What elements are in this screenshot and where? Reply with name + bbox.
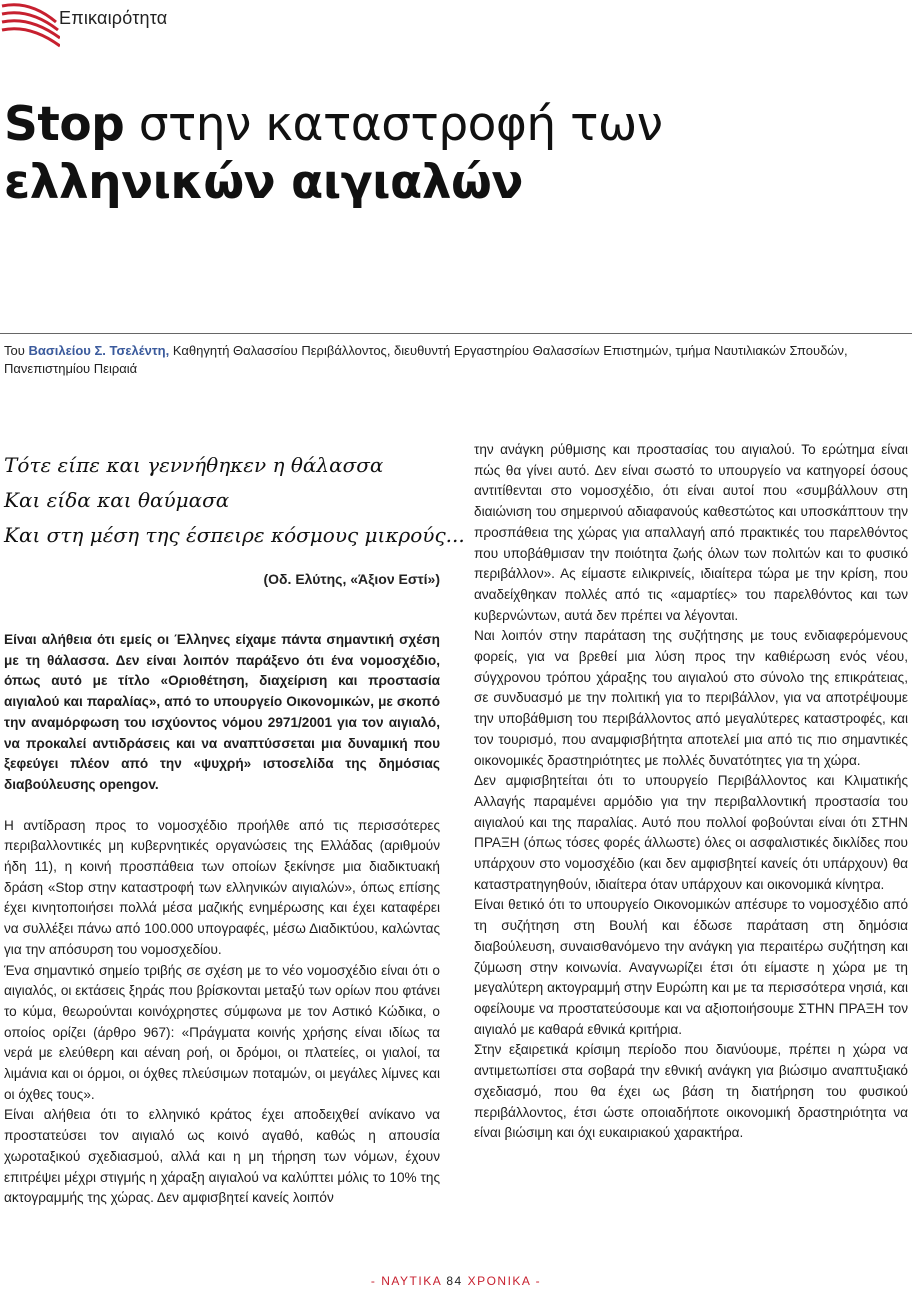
byline-author: Βασιλείου Σ. Τσελέντη, (28, 343, 170, 358)
section-label: Επικαιρότητα (59, 8, 168, 28)
article-column-left (4, 630, 440, 1209)
article-column-right (474, 440, 908, 1144)
footer-magazine-name-2: ΧΡΟΝΙΚΑ (467, 1274, 531, 1288)
poem-line: Και στη μέση της έσπειρε κόσμους μικρούς... (4, 523, 465, 547)
footer-dash-left: - (370, 1274, 382, 1288)
title-end: ελληνικών αιγιαλών (4, 155, 523, 210)
page-footer (0, 1274, 912, 1288)
byline (4, 342, 908, 378)
magazine-logo-icon (0, 0, 60, 48)
footer-magazine-name-1: ΝΑΥΤΙΚΑ (381, 1274, 442, 1288)
footer-dash-right: - (530, 1274, 542, 1288)
body-paragraph: Ένα σημαντικό σημείο τριβής σε σχέση με το νέο νομοσχέδιο είναι ότι ο αιγιαλός, οι εκτάσεις ξηράς που βρίσκονται μεταξύ των ορίων που φτάνει το κύμα, θεωρούνται κοινόχρηστες σύμφωνα με τον Αστικό Κώδικα, ο οποίος ορίζει (άρθρο 967): «Πράγματα κοινής χρήσης είναι ιδίως τα νερά με ελεύθερη και αέναη ροή, οι δρόμοι, οι πλατείες, οι γιαλοί, τα λιμάνια και οι όρμοι, οι όχθες πλεύσιμων ποταμών, οι μεγάλες λίμνες και οι όχθες τους». (4, 962, 440, 1102)
epigraph-poem (4, 448, 465, 553)
body-paragraph: Δεν αμφισβητείται ότι το υπουργείο Περιβάλλοντος και Κλιματικής Αλλαγής παραμένει αρμόδιο για την περιβαλλοντική προστασία του αιγιαλού και της παραλίας. Αυτό που πολλοί φοβούνται είναι ότι ΣΤΗΝ ΠΡΑΞΗ (όπως τόσες φορές άλλωστε) όλες οι ασφαλιστικές δικλίδες που υπάρχουν στο νομοσχέδιο (και δεν αμφισβητεί κανείς ότι υπάρχουν) θα καταστρατηγηθούν, ιδιαίτερα όταν υπάρχουν και οικονομικά κίνητρα. (474, 773, 908, 892)
body-paragraph: Είναι αλήθεια ότι το ελληνικό κράτος έχει αποδειχθεί ανίκανο να προστατεύσει τον αιγιαλό ως κοινό αγαθό, καθώς η απουσία χωροταξικού σχεδιασμού, αλλά και η μη τήρηση των νόμων, έχουν επιτρέψει μέχρι στιγμής η χάραξη αιγιαλού να καλύπτει μόλις το 10% της ακτογραμμής της χώρας. Δεν αμφισβητεί κανείς λοιπόν (4, 1107, 440, 1206)
body-paragraph: Είναι θετικό ότι το υπουργείο Οικονομικών απέσυρε το νομοσχέδιο από τη συζήτηση στη Βουλή και έδωσε παράταση στη δημόσια διαβούλευση, συναισθανόμενο την ανάγκη για περαιτέρω συζήτηση και ζύμωση στην κοινωνία. Αναγνωρίζει έτσι ότι είμαστε η χώρα με τη μεγαλύτερη ακτογραμμή στην Ευρώπη και με τα περισσότερα νησιά, και οφείλουμε να προστατεύσουμε και να αξιοποιήσουμε ΣΤΗΝ ΠΡΑΞΗ τον αιγιαλό με καθαρά εθνικά κριτήρια. (474, 897, 908, 1037)
byline-affiliation: Καθηγητή Θαλασσίου Περιβάλλοντος, διευθυντή Εργαστηρίου Θαλασσίων Επιστημών, τμήμα Ναυτιλιακών Σπουδών, Πανεπιστημίου Πειραιά (4, 343, 848, 376)
article-title (4, 96, 904, 212)
body-paragraph: Η αντίδραση προς το νομοσχέδιο προήλθε από τις περισσότερες περιβαλλοντικές μη κυβερνητικές οργανώσεις της Ελλάδας (αριθμούν ήδη 11), η κοινή προσπάθεια των οποίων ξεκίνησε μια διαδικτυακή δράση «Stop στην καταστροφή των ελληνικών αιγιαλών», όπως επίσης έχει κινητοποιήσει πολλά μέσα μαζικής ενημέρωσης και έχει καταφέρει να συλλέξει πάνω από 100.000 υπογραφές, μέσω Διαδικτύου, καλώντας για την απόσυρση του νομοσχεδίου. (4, 817, 440, 957)
title-divider (0, 333, 912, 334)
body-paragraph: Στην εξαιρετικά κρίσιμη περίοδο που διανύουμε, πρέπει η χώρα να αντιμετωπίσει στα σοβαρά την εθνική ανάγκη για βιώσιμο αναπτυξιακό σχεδιασμό, που θα έχει ως βάση τη διατήρηση του φυσικού περιβάλλοντος, έτσι ώστε οποιαδήποτε οικονομική δραστηριότητα να είναι βιώσιμη και όχι ευκαιριακού χαρακτήρα. (474, 1042, 908, 1141)
title-middle: στην καταστροφή των (124, 97, 663, 152)
byline-prefix: Του (4, 343, 29, 358)
lead-paragraph: Είναι αλήθεια ότι εμείς οι Έλληνες είχαμε πάντα σημαντική σχέση με τη θάλασσα. Δεν είναι λοιπόν παράξενο ότι ένα νομοσχέδιο, όπως αυτό με τίτλο «Οριοθέτηση, διαχείριση και προστασία αιγιαλού και παραλίας», από το υπουργείο Οικονομικών, με σκοπό την αναμόρφωση του ισχύοντος νόμου 2971/2001 για τον αιγιαλό, να προκαλεί αντιδράσεις και να αναπτύσσεται μια δυναμική που ξεφεύγει πλέον από την «ψυχρή» ιστοσελίδα της δημόσιας διαβούλευσης opengov. (4, 632, 440, 792)
poem-attribution: (Οδ. Ελύτης, «Άξιον Εστί») (263, 571, 440, 587)
page-number: 84 (441, 1274, 468, 1288)
title-stop: Stop (4, 97, 125, 152)
poem-line: Και είδα και θαύμασα (4, 488, 230, 512)
body-paragraph: Ναι λοιπόν στην παράταση της συζήτησης με τους ενδιαφερόμενους φορείς, για να βρεθεί μια λύση προς την καθιέρωση ενός νέου, σύγχρονου τρόπου χάραξης του αιγιαλού στο σύνολο της επικράτειας, σε συνδυασμό με την πολιτική για το περιβάλλον, για να αποτρέψουμε την υποβάθμιση του περιβάλλοντος από μεγαλύτερες καταστροφές, και τον τουρισμό, που αναμφισβήτητα αποτελεί μια από τις πιο σημαντικές οικονομικές δραστηριότητες με πολλές δυνατότητες για τη χώρα. (474, 628, 908, 768)
section-header (0, 0, 300, 50)
body-paragraph: την ανάγκη ρύθμισης και προστασίας του αιγιαλού. Το ερώτημα είναι πώς θα γίνει αυτό. Δεν είναι σωστό το υπουργείο να κατηγορεί όσους αντιτίθενται στο νομοσχέδιο, ότι είναι αυτοί που «συμβάλλουν στη διαιώνιση του σημερινού αδιαφανούς καθεστώτος και υποσκάπτουν την προσπάθεια της χώρας για απαλλαγή από πρακτικές του παρελθόντος που υποβάθμισαν την ποιότητα ζωής όλων των πολιτών και το φυσικό περιβάλλον». Ας είμαστε ειλικρινείς, ιδιαίτερα τώρα με την κρίση, που αναδείχθηκαν πολλές από τις «αμαρτίες» του παρελθόντος και των κυβερνώντων, αυτά δεν πρέπει να λέγονται. (474, 442, 908, 623)
poem-line: Τότε είπε και γεννήθηκεν η θάλασσα (4, 453, 384, 477)
